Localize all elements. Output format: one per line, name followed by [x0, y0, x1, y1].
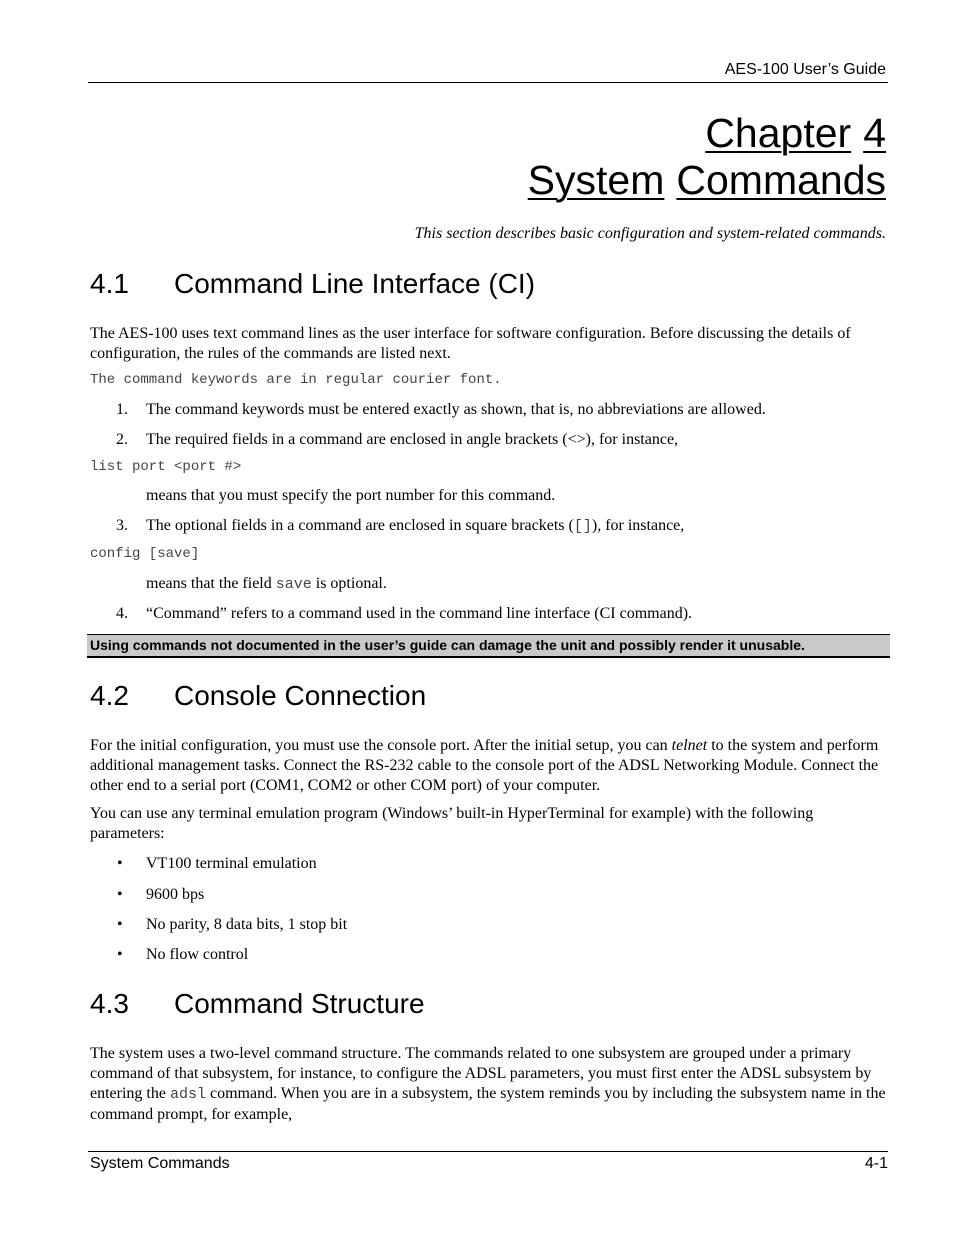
chapter-intro: This section describes basic configuration and system-related commands.: [414, 225, 886, 242]
bullet-text: 9600 bps: [146, 886, 205, 903]
paragraph-text: to the system and perform additional management tasks. Connect the RS-232 cable to the console port of the ADSL Networking Module. Connect the other end to a serial port (COM1, COM2 or other COM port) of your computer.: [90, 737, 879, 794]
bullet-icon: •: [117, 946, 123, 963]
footer-section-title: System Commands: [90, 1155, 230, 1172]
bullet-text: VT100 terminal emulation: [146, 855, 317, 872]
chapter-title-word2: Commands: [676, 157, 886, 203]
list-text: The command keywords must be entered exactly as shown, that is, no abbreviations are allowed.: [146, 401, 766, 418]
list-text-part: ), for instance,: [591, 517, 685, 534]
section-title: Command Line Interface (CI): [174, 268, 536, 299]
page-number: 4-1: [864, 1155, 888, 1172]
note-text: is optional.: [311, 575, 387, 592]
inline-code: adsl: [169, 1086, 206, 1103]
section-number: 4.3: [90, 988, 129, 1019]
running-header: [88, 61, 888, 83]
list-text: [146, 516, 684, 537]
section-heading-4-3: [90, 988, 425, 1020]
paragraph: [90, 736, 890, 796]
example-note: [146, 574, 886, 595]
bullet-icon: •: [117, 886, 123, 903]
paragraph-text: For the initial configuration, you must use the console port. After the initial setup, you can: [90, 737, 672, 754]
chapter-heading: [705, 110, 886, 156]
paragraph-text: The system uses a two-level command structure. The commands related to one subsystem are grouped under a primary command of that subsystem, for instance, to configure the ADSL parameters, you must first enter the ADSL subsystem by entering the: [90, 1045, 872, 1102]
chapter-number: 4: [863, 110, 886, 156]
section-heading-4-1: [90, 268, 535, 300]
bullet-text: No flow control: [146, 946, 249, 963]
code-example: config [save]: [90, 546, 200, 562]
bullet-text: No parity, 8 data bits, 1 stop bit: [146, 916, 348, 933]
bullet-icon: •: [117, 916, 123, 933]
warning-banner: Using commands not documented in the user’s guide can damage the unit and possibly render it unusable.: [87, 634, 890, 658]
inline-code: save: [275, 576, 312, 593]
paragraph: You can use any terminal emulation program (Windows’ built-in HyperTerminal for example) with the following parameters:: [90, 805, 814, 842]
emphasis: telnet: [671, 737, 708, 754]
section-number: 4.2: [90, 680, 129, 711]
note-text: means that the field: [146, 575, 276, 592]
paragraph: The AES-100 uses text command lines as the user interface for software configuration. Before discussing the details of configuration, the rules of the commands are listed next.: [90, 325, 851, 362]
code-example: list port <port #>: [90, 459, 242, 475]
example-note: means that you must specify the port number for this command.: [146, 487, 556, 504]
code-note: The command keywords are in regular courier font.: [90, 372, 502, 388]
page-footer: [88, 1151, 888, 1176]
list-number: 4.: [116, 605, 128, 622]
list-text: “Command” refers to a command used in the command line interface (CI command).: [146, 605, 693, 622]
chapter-title-word1: System: [527, 157, 665, 203]
section-heading-4-2: [90, 680, 426, 712]
paragraph-text: command. When you are in a subsystem, the system reminds you by including the subsystem name in the command prompt, for example,: [90, 1085, 886, 1123]
section-title: Console Connection: [174, 680, 427, 711]
list-number: 2.: [116, 431, 128, 448]
guide-title: AES-100 User’s Guide: [724, 61, 886, 78]
section-number: 4.1: [90, 268, 129, 299]
list-number: 3.: [116, 517, 128, 534]
list-number: 1.: [116, 401, 128, 418]
inline-code: []: [573, 518, 592, 535]
paragraph: [90, 1044, 890, 1125]
section-title: Command Structure: [174, 988, 425, 1019]
list-text: The required fields in a command are enclosed in angle brackets (<>), for instance,: [146, 431, 679, 448]
chapter-word: Chapter: [705, 110, 852, 156]
list-text-part: The optional fields in a command are enclosed in square brackets (: [146, 517, 574, 534]
chapter-title: [528, 157, 886, 203]
bullet-icon: •: [117, 855, 123, 872]
